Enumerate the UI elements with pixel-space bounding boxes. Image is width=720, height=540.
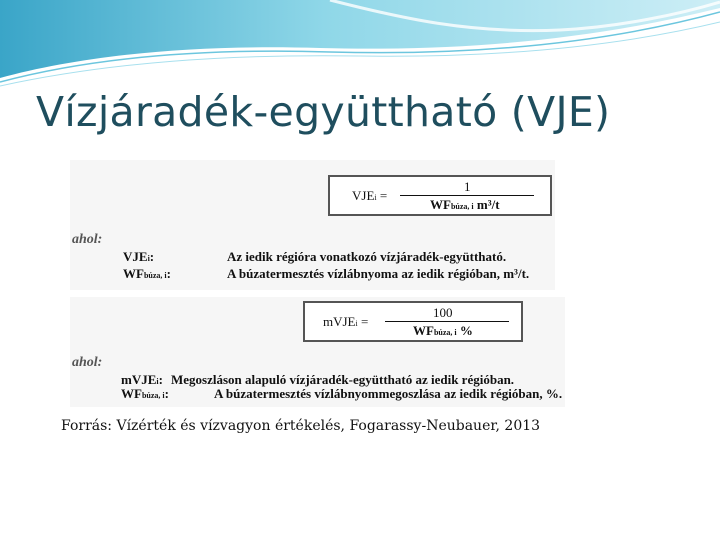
- def-text-wf-share: A búzatermesztés vízlábnyommegoszlása az iedik régióban, %.: [214, 386, 563, 401]
- source-citation: Forrás: Vízérték és vízvagyon értékelés, Fogarassy-Neubauer, 2013: [61, 418, 541, 434]
- header-wave-decoration: [0, 0, 720, 90]
- def-key-wf: WFbúza, i:: [123, 266, 171, 281]
- def-text-wf: A búzatermesztés vízlábnyoma az iedik régióban, m³/t.: [227, 266, 530, 281]
- def-key-vje: VJEi:: [123, 249, 155, 264]
- slide-title: Vízjáradék-együttható (VJE): [36, 88, 611, 136]
- formula-panel-vje: [70, 160, 555, 290]
- formula-box-mvje: [303, 301, 523, 342]
- def-text-vje: Az iedik régióra vonatkozó vízjáradék-együttható.: [227, 249, 507, 264]
- formula-numerator: 100: [433, 305, 453, 320]
- formula-lhs: VJEi =: [352, 188, 388, 203]
- ahol-label: ahol:: [72, 355, 103, 370]
- formula-panel-mvje: [70, 297, 565, 407]
- formula-denominator: WFbúza, i %: [413, 323, 473, 338]
- formula-lhs: mVJEi =: [323, 314, 369, 329]
- def-key-mvje: mVJEi:: [121, 372, 163, 387]
- def-text-mvje: Megoszláson alapuló vízjáradék-együttható az iedik régióban.: [171, 372, 515, 387]
- formula-numerator: 1: [464, 179, 471, 194]
- formula-denominator: WFbúza, i m³/t: [430, 197, 500, 212]
- formula-box-vje: [328, 175, 552, 216]
- ahol-label: ahol:: [72, 232, 103, 247]
- def-key-wf: WFbúza, i:: [121, 386, 169, 401]
